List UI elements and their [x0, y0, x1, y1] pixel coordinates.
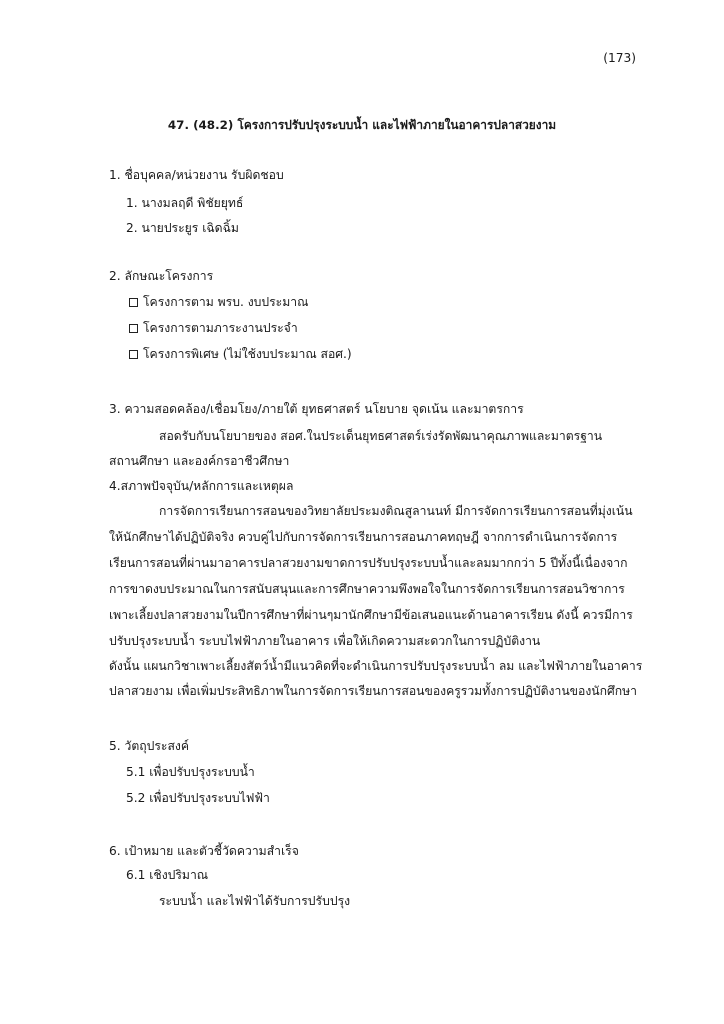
section-3-heading: 3. ความสอดคล้อง/เชื่อมโยง/ภายใต้ ยุทธศาสตร์ นโยบาย จุดเน้น และมาตรการ — [109, 402, 524, 416]
page-title: 47. (48.2) โครงการปรับปรุงระบบน้ำ และไฟฟ้าภายในอาคารปลาสวยงาม — [167, 118, 557, 132]
section-4-line-8: ปลาสวยงาม เพื่อเพิ่มประสิทธิภาพในการจัดการเรียนการสอนของครูรวมทั้งการปฏิบัติงานของนักศึกษา — [109, 684, 637, 698]
section-4-line-7: ดังนั้น แผนกวิชาเพาะเลี้ยงสัตว์น้ำมีแนวคิดที่จะดำเนินการปรับปรุงระบบน้ำ ลม และไฟฟ้าภายในอาคาร — [109, 659, 643, 673]
option-label: โครงการตามภาระงานประจำ — [143, 321, 298, 335]
responsible-person-2: 2. นายประยูร เฉิดฉิ้ม — [126, 221, 239, 235]
checkbox-icon[interactable] — [129, 324, 138, 333]
page-number: (173) — [603, 51, 636, 65]
objective-2: 5.2 เพื่อปรับปรุงระบบไฟฟ้า — [126, 791, 270, 805]
section-4-line-5: เพาะเลี้ยงปลาสวยงามในปีการศึกษาที่ผ่านๆมานักศึกษามีข้อเสนอแนะด้านอาคารเรียน ดังนี้ ควรมีการ — [109, 608, 633, 622]
option-label: โครงการตาม พรบ. งบประมาณ — [143, 295, 309, 309]
section-1-heading: 1. ชื่อบุคคล/หน่วยงาน รับผิดชอบ — [109, 168, 284, 182]
checkbox-icon[interactable] — [129, 298, 138, 307]
section-5-heading: 5. วัตถุประสงค์ — [109, 739, 190, 753]
section-3-line-2: สถานศึกษา และองค์กรอาชีวศึกษา — [109, 454, 290, 468]
section-2-heading: 2. ลักษณะโครงการ — [109, 269, 214, 283]
section-4-line-3: เรียนการสอนที่ผ่านมาอาคารปลาสวยงามขาดการปรับปรุงระบบน้ำและลมมากกว่า 5 ปีทั้งนี้เนื่องจาก — [109, 556, 628, 570]
project-type-option-2[interactable] — [129, 320, 298, 336]
section-4-line-1: การจัดการเรียนการสอนของวิทยาลัยประมงติณสูลานนท์ มีการจัดการเรียนการสอนที่มุ่งเน้น — [159, 504, 633, 518]
objective-1: 5.1 เพื่อปรับปรุงระบบน้ำ — [126, 765, 255, 779]
section-6-1-heading: 6.1 เชิงปริมาณ — [126, 868, 209, 882]
project-type-option-1[interactable] — [129, 294, 308, 310]
section-4-heading: 4.สภาพปัจจุบัน/หลักการและเหตุผล — [109, 479, 294, 493]
section-6-heading: 6. เป้าหมาย และตัวชี้วัดความสำเร็จ — [109, 844, 299, 858]
section-3-line-1: สอดรับกับนโยบายของ สอศ.ในประเด็นยุทธศาสตร์เร่งรัดพัฒนาคุณภาพและมาตรฐาน — [159, 429, 603, 443]
section-4-line-2: ให้นักศึกษาได้ปฏิบัติจริง ควบคู่ไปกับการจัดการเรียนการสอนภาคทฤษฎี จากการดำเนินการจัดการ — [109, 530, 618, 544]
section-4-line-4: การขาดงบประมาณในการสนับสนุนและการศึกษาความพึงพอใจในการจัดการเรียนการสอนวิชาการ — [109, 582, 625, 596]
checkbox-icon[interactable] — [129, 350, 138, 359]
section-6-1-text: ระบบน้ำ และไฟฟ้าได้รับการปรับปรุง — [159, 894, 351, 908]
option-label: โครงการพิเศษ (ไม่ใช้งบประมาณ สอศ.) — [143, 347, 352, 361]
project-type-option-3[interactable] — [129, 346, 352, 362]
responsible-person-1: 1. นางมลฤดี พิชัยยุทธ์ — [126, 196, 244, 210]
section-4-line-6: ปรับปรุงระบบน้ำ ระบบไฟฟ้าภายในอาคาร เพื่อให้เกิดความสะดวกในการปฏิบัติงาน — [109, 634, 541, 648]
